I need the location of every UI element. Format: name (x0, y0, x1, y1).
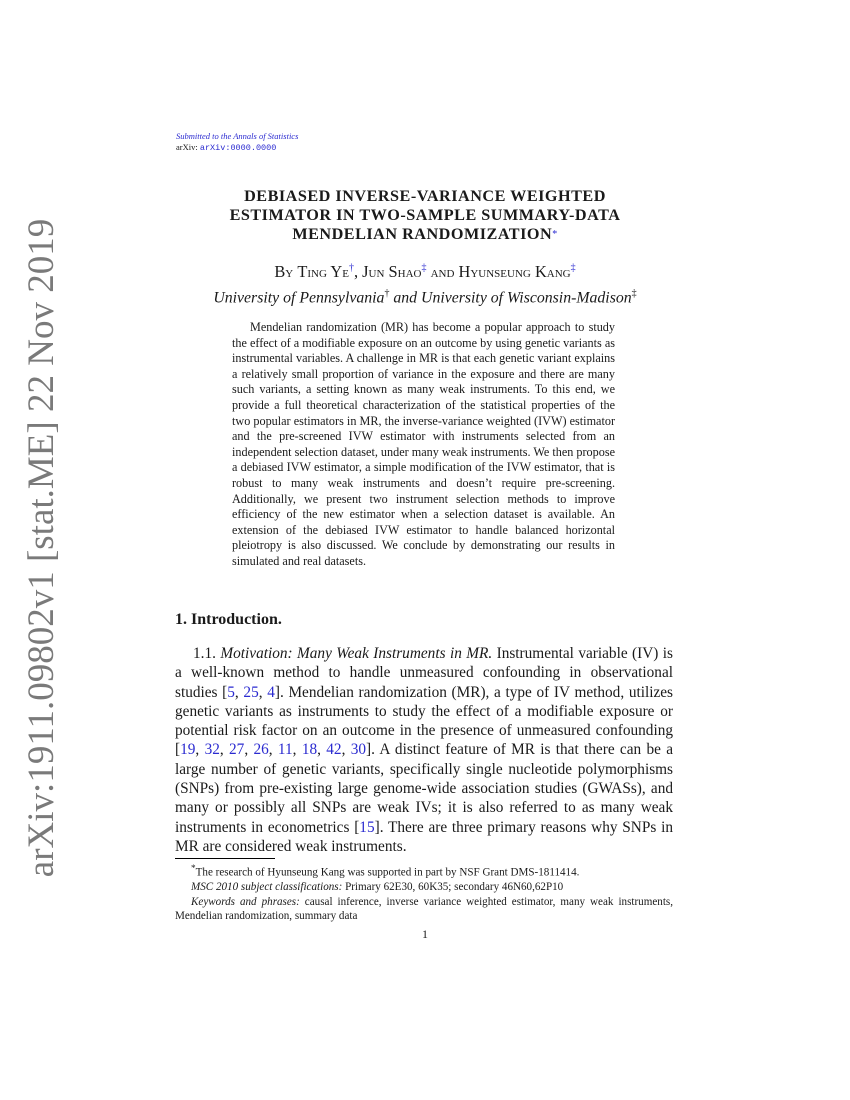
arxiv-line (176, 142, 298, 154)
author-and: and (426, 262, 459, 281)
journal-link[interactable]: Submitted to the Annals of Statistics (176, 131, 299, 141)
footnote-rule (175, 858, 275, 859)
citation-link[interactable]: 4 (267, 683, 275, 701)
keywords-footnote: Keywords and phrases: causal inference, inverse variance weighted estimator, many weak instruments, Mendelian randomization, summary data (175, 895, 673, 923)
affiliation-penn: University of Pennsylvania (213, 289, 385, 307)
citation-link[interactable]: 19 (180, 741, 196, 759)
footnotes (175, 862, 673, 924)
title-line-1: DEBIASED INVERSE-VARIANCE WEIGHTED (244, 187, 606, 205)
author-jun-shao: Jun Shao (362, 262, 422, 281)
subsection-title: Motivation: Many Weak Instruments in MR. (220, 645, 493, 662)
citation-link[interactable]: 32 (204, 741, 220, 759)
citation-link[interactable]: 5 (227, 683, 235, 701)
funding-footnote: *The research of Hyunseung Kang was supported in part by NSF Grant DMS-1811414. (191, 864, 580, 879)
affiliation-and: and (389, 289, 422, 307)
abstract: Mendelian randomization (MR) has become a popular approach to study the effect of a modifiable exposure on an outcome by using genetic variants as instrumental variables. A challenge in MR is that each genetic variant explains a relatively small proportion of variance in the exposure and there are many such variants, a setting known as many weak instruments. To this end, we provide a full theoretical characterization of the statistical properties of the two popular estimators in MR, the inverse-variance weighted (IVW) estimator and the pre-screened IVW estimator with instruments selected from an independent selection dataset, under many weak instruments. We then propose a debiased IVW estimator, a simple modification of the IVW estimator, that is robust to many weak instruments and doesn’t require pre-screening. Additionally, we present two instrument selection methods to improve efficiency of the new estimator when a selection dataset is available. An extension of the debiased IVW estimator to handle balanced horizontal pleiotropy is also discussed. We conclude by demonstrating our results in simulated and real datasets. (232, 320, 615, 568)
by-label: By (274, 262, 294, 281)
citation-link[interactable]: 42 (326, 741, 342, 759)
section-heading-introduction: 1. Introduction. (175, 611, 282, 628)
affiliations (175, 288, 675, 307)
author-hyunseung-kang: Hyunseung Kang (458, 262, 571, 281)
arxiv-label: arXiv: (176, 142, 198, 152)
author-ting-ye: Ting Ye (297, 262, 349, 281)
title-footnote-mark[interactable]: * (552, 229, 558, 240)
title-line-2: ESTIMATOR IN TWO-SAMPLE SUMMARY-DATA (229, 206, 621, 224)
citation-link[interactable]: 15 (359, 818, 375, 836)
subsection-number: 1.1. (193, 645, 216, 662)
affiliation-mark-2: ‡ (631, 288, 637, 299)
author-mark-2[interactable]: ‡ (421, 262, 427, 274)
page-number: 1 (422, 927, 428, 941)
citation-link[interactable]: 26 (253, 741, 269, 759)
citation-link[interactable]: 11 (277, 741, 293, 759)
msc-footnote: MSC 2010 subject classifications: Primary 62E30, 60K35; secondary 46N60,62P10 (191, 881, 564, 894)
author-mark-1[interactable]: † (348, 262, 354, 274)
citation-link[interactable]: 18 (301, 741, 318, 759)
citation-link[interactable]: 25 (243, 683, 259, 701)
citation-link[interactable]: 27 (229, 741, 245, 759)
arxiv-sidebar-stamp: arXiv:1911.09802v1 [stat.ME] 22 Nov 2019 (21, 218, 62, 878)
affiliation-wisconsin: University of Wisconsin-Madison (421, 289, 632, 307)
submission-header (176, 131, 298, 154)
title-line-3: MENDELIAN RANDOMIZATION* (292, 225, 558, 243)
citation-link[interactable]: 30 (350, 741, 367, 759)
affiliation-mark-1: † (384, 288, 390, 299)
introduction-paragraph: 1.1. Motivation: Many Weak Instruments in MR. Instrumental variable (IV) is a well-known method to handle unmeasured confounding in observational studies [5, 25, 4]. Mendelian randomization (MR), a type of IV method, utilizes genetic variants as instruments to study the effect of a modifiable exposure or potential risk factor on an outcome in the presence of unmeasured confounding [19, 32, 27, 26, 11, 18, 42, 30]. A distinct feature of MR is that there can be a large number of genetic variants, specifically single nucleotide polymorphisms (SNPs) from pre-existing large genome-wide association studies (GWASs), and many or possibly all SNPs are weak IVs; it is also referred to as many weak instruments in econometrics [15]. There are three primary reasons why SNPs in MR are considered weak instruments. (175, 645, 674, 855)
author-mark-3[interactable]: ‡ (570, 262, 576, 274)
author-list (175, 262, 675, 282)
paper-title (175, 187, 675, 244)
arxiv-id-link[interactable]: arXiv:0000.0000 (199, 143, 277, 153)
author-separator: , (353, 262, 363, 281)
